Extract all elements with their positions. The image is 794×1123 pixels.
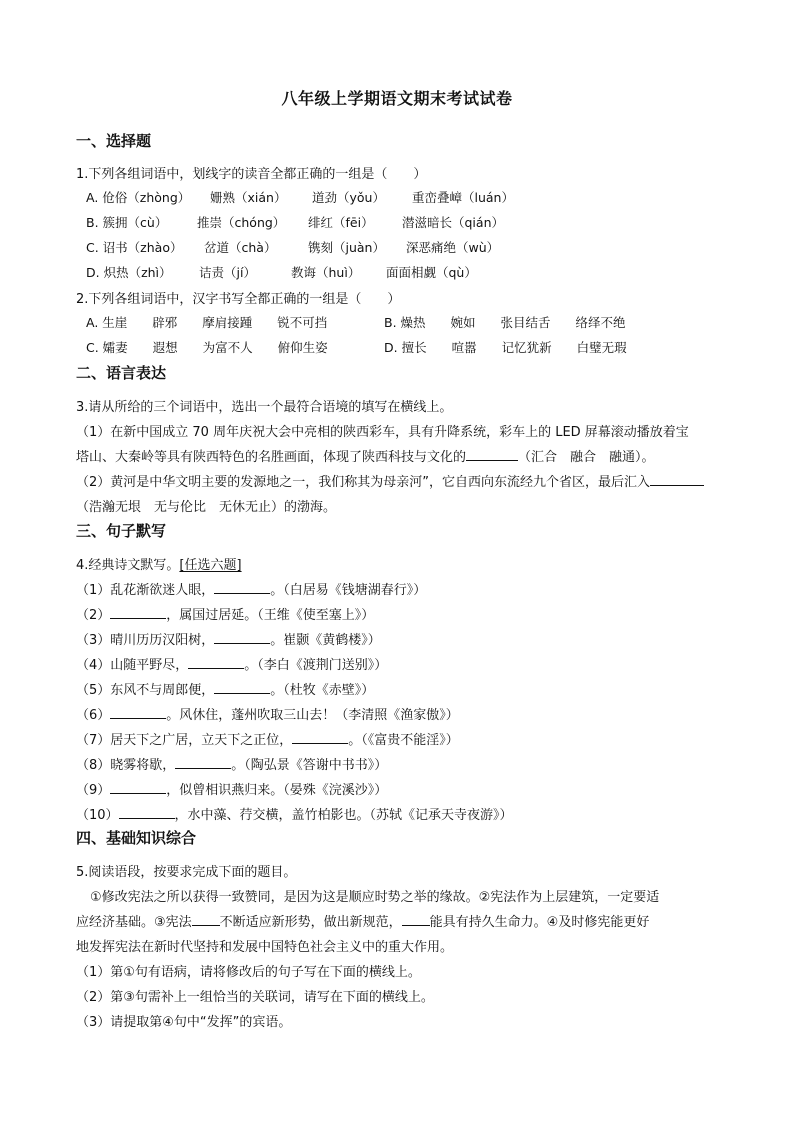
q1-a-2: 姗熟（xián） bbox=[210, 190, 287, 205]
q1-a-1: A. 伧俗（zhòng） bbox=[86, 190, 191, 205]
answer-blank[interactable] bbox=[110, 781, 166, 794]
q2-option-a: A. 生崖 辟邪 摩肩接踵 锐不可挡 bbox=[86, 315, 328, 330]
answer-blank[interactable] bbox=[175, 756, 231, 769]
q4-item-suffix: 。（陶弘景《答谢中书书》） bbox=[231, 758, 388, 773]
q4-item-prefix: （10） bbox=[76, 808, 119, 823]
page-title: 八年级上学期语文期末考试试卷 bbox=[281, 89, 513, 108]
q4-item bbox=[76, 604, 374, 623]
q1-b-4: 潜滋暗长（qián） bbox=[402, 215, 504, 230]
q4-item-prefix: （5）东风不与周郎便， bbox=[76, 683, 215, 698]
q5-paragraph-line1: ①修改宪法之所以获得一致赞同，是因为这是顺应时势之举的缘故。②宪法作为上层建筑，一定要适 bbox=[90, 890, 660, 905]
q4-item bbox=[76, 754, 387, 773]
answer-blank[interactable] bbox=[110, 606, 166, 619]
answer-blank[interactable] bbox=[214, 631, 270, 644]
q1-b-2: 推崇（chóng） bbox=[197, 215, 286, 230]
q3-p1-text: 塔山、大秦岭等具有陕西特色的名胜画面，体现了陕西科技与文化的 bbox=[76, 450, 467, 465]
q4-item bbox=[76, 729, 459, 748]
q1-b-1: B. 簇拥（cù） bbox=[86, 215, 168, 230]
q5-paragraph-line2 bbox=[76, 911, 649, 930]
q1-a-4: 重峦叠嶂（luán） bbox=[412, 190, 514, 205]
q4-item-prefix: （9） bbox=[76, 783, 111, 798]
q4-item-suffix: ，属国过居延。（王维《使至塞上》） bbox=[166, 608, 375, 623]
q4-item-suffix: 。崔颢《黄鹤楼》） bbox=[270, 633, 381, 648]
q4-item-suffix: 。风休住，蓬州吹取三山去！（李清照《渔家傲》） bbox=[166, 708, 459, 723]
answer-blank[interactable] bbox=[402, 913, 430, 926]
q4-item-prefix: （4）山随平野尽， bbox=[76, 658, 189, 673]
q4-item bbox=[76, 679, 374, 698]
q1-c-2: 岔道（chà） bbox=[204, 240, 277, 255]
q3-p2-line1 bbox=[76, 471, 704, 490]
q1-c-4: 深恶痛绝（wù） bbox=[406, 240, 500, 255]
answer-blank[interactable] bbox=[214, 581, 270, 594]
q4-item-suffix: ，似曾相识燕归来。（晏殊《浣溪沙》） bbox=[166, 783, 388, 798]
q5-p2-c: 能具有持久生命力。④及时修宪能更好 bbox=[429, 915, 650, 930]
answer-blank[interactable] bbox=[466, 448, 518, 461]
q1-d-3: 教诲（huì） bbox=[291, 265, 361, 280]
q4-item-prefix: （8）晓雾将歇， bbox=[76, 758, 176, 773]
answer-blank[interactable] bbox=[110, 706, 166, 719]
q2-option-d: D. 擅长 喧嚣 记忆犹新 白璧无瑕 bbox=[384, 340, 627, 355]
answer-blank[interactable] bbox=[119, 806, 175, 819]
q4-item bbox=[76, 804, 513, 823]
q4-choose-note: [任选六题] bbox=[179, 558, 242, 573]
q1-d-4: 面面相觑（qù） bbox=[386, 265, 477, 280]
q1-d-2: 诘责（jí） bbox=[199, 265, 256, 280]
q3-p2-text: （2）黄河是中华文明主要的发源地之一，我们称其为母亲河”，它自西向东流经九个省区，最后汇入 bbox=[76, 475, 651, 490]
q1-c-1: C. 诏书（zhào） bbox=[86, 240, 183, 255]
q2-option-b: B. 燥热 婉如 张目结舌 络绎不绝 bbox=[384, 315, 626, 330]
answer-blank[interactable] bbox=[188, 656, 244, 669]
q5-paragraph-line3: 地发挥宪法在新时代坚持和发展中国特色社会主义中的重大作用。 bbox=[76, 940, 454, 955]
q3-stem: 3.请从所给的三个词语中，选出一个最符合语境的填写在横线上。 bbox=[76, 400, 453, 415]
q5-sub2: （2）第③句需补上一组恰当的关联词，请写在下面的横线上。 bbox=[76, 990, 434, 1005]
q1-c-3: 镌刻（juàn） bbox=[308, 240, 385, 255]
q4-item-suffix: 。（白居易《钱塘湖春行》） bbox=[270, 583, 427, 598]
q4-item bbox=[76, 779, 387, 798]
q3-p2-line2: （浩瀚无垠 无与伦比 无休无止）的渤海。 bbox=[76, 500, 337, 515]
q3-p1-line1: （1）在新中国成立 70 周年庆祝大会中亮相的陕西彩车，具有升降系统，彩车上的 LED 屏幕滚动播放着宝 bbox=[76, 425, 689, 440]
q5-sub3: （3）请提取第④句中“发挥”的宾语。 bbox=[76, 1015, 292, 1030]
q5-p2-a: 应经济基础。③宪法 bbox=[76, 915, 192, 930]
q4-item-suffix: 。（《富贵不能淫》） bbox=[348, 733, 459, 748]
section-heading-choice: 一、选择题 bbox=[76, 132, 152, 150]
q2-option-c: C. 孀妻 遐想 为富不人 俯仰生姿 bbox=[86, 340, 328, 355]
section-heading-recitation: 三、句子默写 bbox=[76, 522, 167, 540]
q5-sub1: （1）第①句有语病，请将修改后的句子写在下面的横线上。 bbox=[76, 965, 421, 980]
answer-blank[interactable] bbox=[650, 473, 704, 486]
q4-stem-text: 4.经典诗文默写。 bbox=[76, 558, 180, 573]
q4-item bbox=[76, 579, 426, 598]
q3-p1-line2 bbox=[76, 446, 655, 465]
section-heading-basics: 四、基础知识综合 bbox=[76, 829, 197, 847]
answer-blank[interactable] bbox=[292, 731, 348, 744]
q2-stem: 2.下列各组词语中，汉字书写全都正确的一组是（ ） bbox=[76, 292, 401, 307]
section-heading-expression: 二、语言表达 bbox=[76, 364, 167, 382]
q1-b-3: 绯红（fēi） bbox=[308, 215, 374, 230]
q4-item-suffix: ，水中藻、荇交横，盖竹柏影也。（苏轼《记承天寺夜游》） bbox=[174, 808, 513, 823]
q3-p1-choices: （汇合 融合 融通）。 bbox=[518, 450, 655, 465]
q1-d-1: D. 炽热（zhì） bbox=[86, 265, 172, 280]
q4-item-suffix: 。（李白《渡荆门送别》） bbox=[244, 658, 388, 673]
answer-blank[interactable] bbox=[214, 681, 270, 694]
q4-stem bbox=[76, 554, 242, 573]
q4-item-prefix: （3）晴川历历汉阳树， bbox=[76, 633, 215, 648]
q5-p2-b: 不断适应新形势，做出新规范， bbox=[219, 915, 402, 930]
q4-item bbox=[76, 629, 381, 648]
q5-stem: 5.阅读语段，按要求完成下面的题目。 bbox=[76, 865, 297, 880]
q1-a-3: 道劲（yǒu） bbox=[312, 190, 385, 205]
q1-stem: 1.下列各组词语中，划线字的读音全都正确的一组是（ ） bbox=[76, 167, 427, 182]
q4-item bbox=[76, 654, 387, 673]
q4-item-suffix: 。（杜牧《赤壁》） bbox=[270, 683, 375, 698]
q4-item-prefix: （7）居天下之广居，立天下之正位， bbox=[76, 733, 293, 748]
q4-item-prefix: （2） bbox=[76, 608, 111, 623]
q4-item-prefix: （6） bbox=[76, 708, 111, 723]
q4-item bbox=[76, 704, 459, 723]
q4-item-prefix: （1）乱花渐欲迷人眼， bbox=[76, 583, 215, 598]
answer-blank[interactable] bbox=[192, 913, 220, 926]
